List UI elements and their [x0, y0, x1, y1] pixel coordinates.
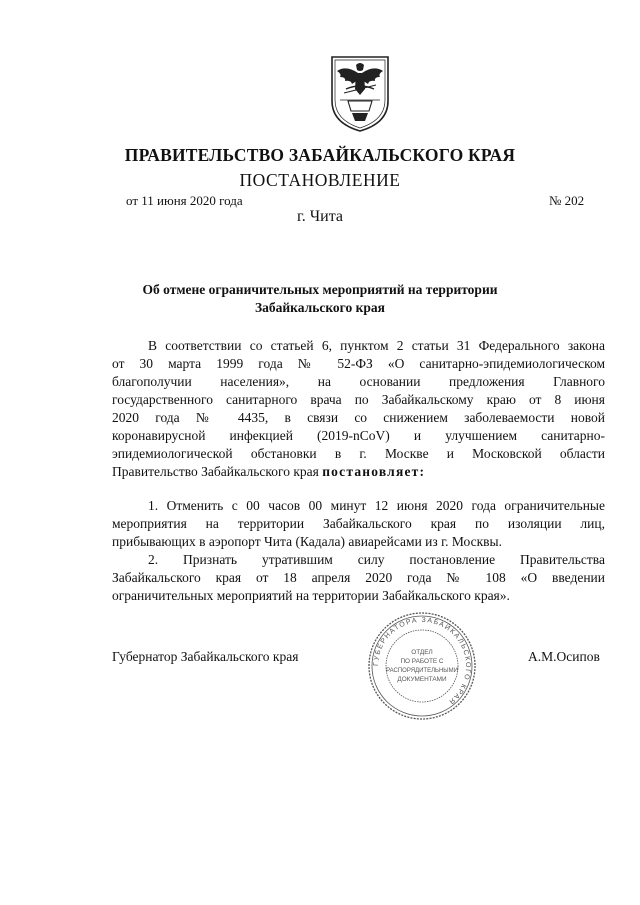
- stamp-ring-text: ГУБЕРНАТОРА ЗАБАЙКАЛЬСКОГО КРАЯ: [372, 616, 472, 706]
- document-number: № 202: [549, 193, 585, 208]
- preamble-line: государственного санитарного врача по Забайкальскому краю от 8 июня: [112, 392, 605, 407]
- stamp-text-line: ПО РАБОТЕ С: [400, 658, 444, 665]
- item-line: мероприятия на территории Забайкальского края по изоляции лиц,: [112, 516, 605, 531]
- document-date: от 11 июня 2020 года: [126, 193, 243, 208]
- signatory-title: Губернатор Забайкальского края: [112, 649, 299, 664]
- signatory-name: А.М.Осипов: [528, 649, 600, 664]
- item-line: 2. Признать утратившим силу постановление Правительства: [148, 552, 605, 567]
- item-line: ограничительных мероприятий на территории Забайкальского края».: [112, 588, 510, 603]
- item-line: Забайкальского края от 18 апреля 2020 года № 108 «О введении: [112, 570, 605, 585]
- document-type: ПОСТАНОВЛЕНИЕ: [239, 170, 401, 190]
- preamble-line: эпидемиологической обстановки в г. Москве и Московской области: [112, 446, 605, 461]
- preamble-line: коронавирусной инфекцией (2019-nCoV) и улучшением санитарно-: [112, 428, 605, 443]
- subject-line: Об отмене ограничительных мероприятий на территории: [142, 282, 498, 297]
- stamp-text-line: ОТДЕЛ: [411, 649, 433, 656]
- subject-line: Забайкальского края: [255, 300, 385, 315]
- coat-of-arms-icon: [326, 53, 394, 133]
- stamp-text-line: ДОКУМЕНТАМИ: [397, 676, 447, 683]
- item-line: прибывающих в аэропорт Чита (Кадала) авиарейсами из г. Москвы.: [112, 534, 502, 549]
- government-title: ПРАВИТЕЛЬСТВО ЗАБАЙКАЛЬСКОГО КРАЯ: [124, 145, 516, 165]
- preamble-last-text: Правительство Забайкальского края: [112, 464, 319, 479]
- item-line: 1. Отменить с 00 часов 00 минут 12 июня 2020 года ограничительные: [148, 498, 605, 513]
- preamble-line: В соответствии со статьей 6, пунктом 2 статьи 31 Федерального закона: [148, 338, 605, 353]
- preamble-line: от 30 марта 1999 года № 52-ФЗ «О санитарно-эпидемиологическом: [112, 356, 605, 371]
- decree-word: постановляет:: [322, 464, 426, 479]
- preamble-line: благополучии населения», на основании предложения Главного: [112, 374, 605, 389]
- official-stamp-icon: [366, 610, 478, 722]
- preamble-line: [112, 463, 605, 481]
- document-city: г. Чита: [296, 208, 343, 225]
- stamp-text-line: РАСПОРЯДИТЕЛЬНЫМИ: [386, 668, 458, 674]
- preamble-line: 2020 года № 4435, в связи со снижением заболеваемости новой: [112, 410, 605, 425]
